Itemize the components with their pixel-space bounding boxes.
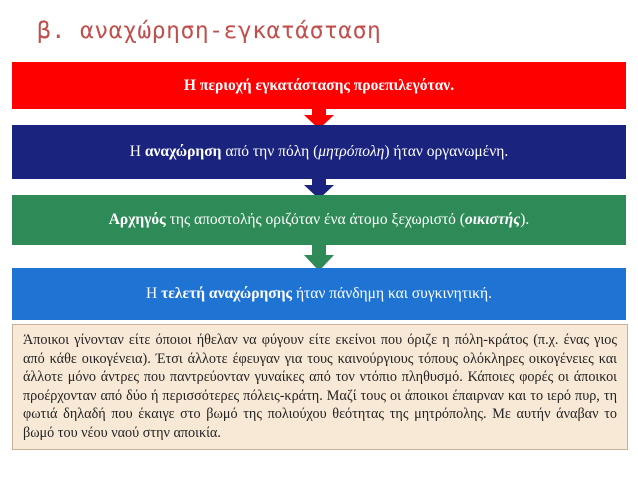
step-2-text bbox=[130, 143, 508, 161]
step-text-segment: Αρχηγός bbox=[108, 211, 166, 228]
step-text-segment: Η περιοχή εγκατάστασης προεπιλεγόταν. bbox=[183, 76, 455, 94]
step-4-text bbox=[146, 285, 492, 303]
step-text-segment: μητρόπολη bbox=[318, 143, 385, 160]
colonists-paragraph: Άποικοι γίνονταν είτε όποιοι ήθελαν να φύγουν είτε εκείνοι που όριζε η πόλη-κράτος (π.χ. ένας γιος από κάθε οικογένεια). Έτσι άλλοτε έφευγαν για τους καινούργιους τόπους ολόκληρες οικογένειες και άλλοτε μόνο άντρες που παντρεύονταν γυναίκες από τον ντόπιο πληθυσμό. Κάποιες φορές οι άποικοι προέρχονταν από δύο ή περισσότερες πόλεις-κράτη. Μαζί τους οι άποικοι έπαιρναν και το ιερό πυρ, τη φωτιά δηλαδή που έκαιγε στο βωμό της πολιούχου θεότητας της μητρόπολης. Με αυτήν άναβαν το βωμό του νέου ναού στην αποικία. bbox=[12, 324, 628, 450]
step-4-bar bbox=[12, 268, 626, 320]
step-1-text bbox=[184, 77, 454, 95]
step-3-bar bbox=[12, 195, 626, 245]
step-text-segment: ). bbox=[520, 211, 530, 228]
step-text-segment: Η bbox=[129, 143, 145, 160]
step-2-bar bbox=[12, 125, 626, 179]
step-3-text bbox=[109, 211, 530, 229]
step-text-segment: αναχώρηση bbox=[144, 143, 222, 160]
step-text-segment: οικιστής bbox=[464, 211, 521, 228]
slide-title: β. αναχώρηση-εγκατάσταση bbox=[37, 18, 382, 44]
step-1-bar bbox=[12, 62, 626, 109]
step-text-segment: ) ήταν οργανωμένη. bbox=[384, 143, 509, 160]
step-text-segment: Η bbox=[146, 285, 162, 302]
step-text-segment: από την πόλη ( bbox=[221, 143, 319, 160]
step-text-segment: τελετή αναχώρησης bbox=[161, 285, 293, 302]
step-text-segment: ήταν πάνδημη και συγκινητική. bbox=[292, 285, 492, 302]
step-text-segment: της αποστολής οριζόταν ένα άτομο ξεχωριστό ( bbox=[165, 211, 465, 228]
